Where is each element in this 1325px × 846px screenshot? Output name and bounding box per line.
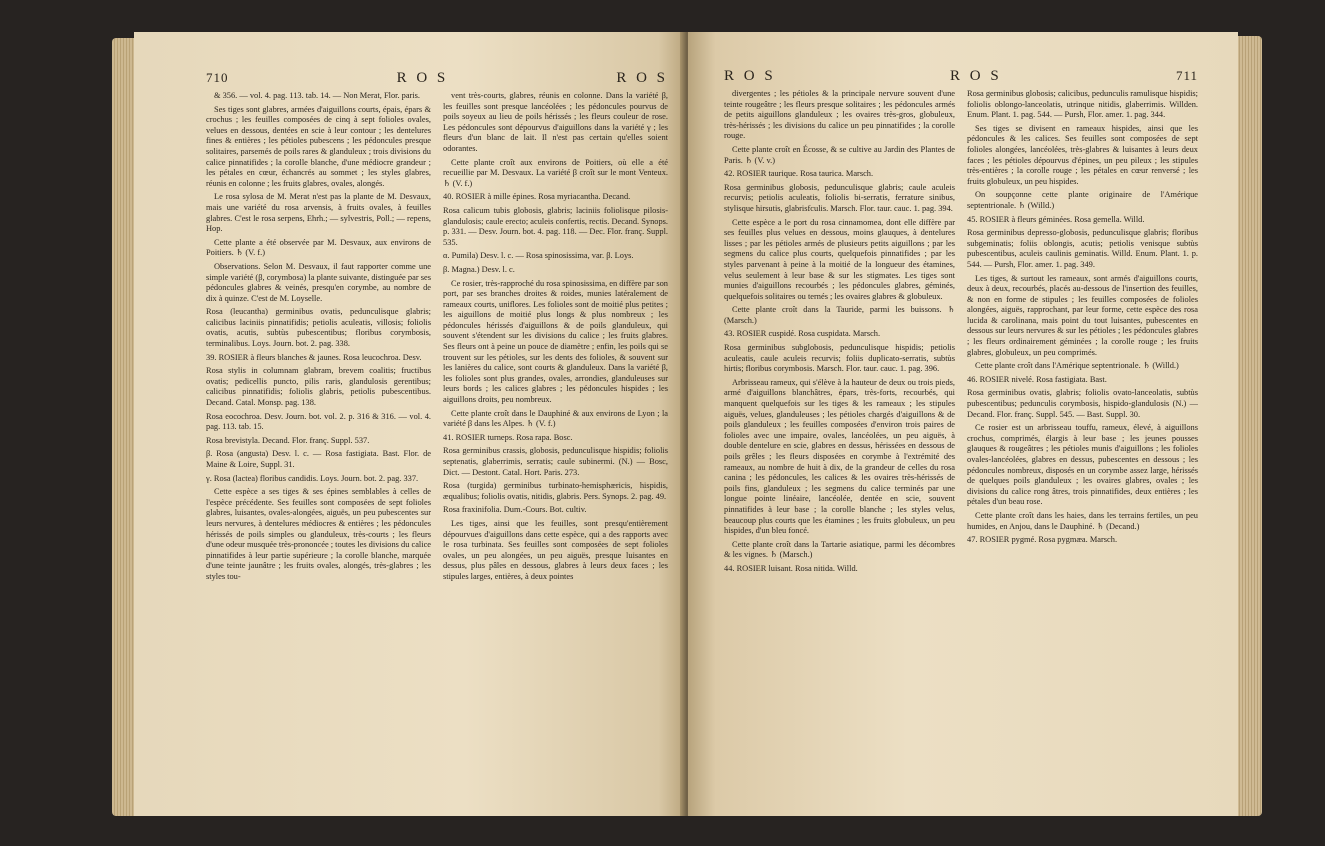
paragraph: 39. ROSIER à fleurs blanches & jaunes. Rosa leucochroa. Desv. (206, 352, 422, 362)
right-page (688, 32, 1238, 816)
right-page-edges (1236, 36, 1262, 816)
paragraph: Ce rosier, très-rapproché du rosa spinosissima, en diffère par son port, par ses branches droites & roides, munies latéralement de rameaux courts, uniflores. Les folioles sont de moitié plus petites ; les aiguillons de moitié plus longs & plus nombreux ; les pédoncules hérissés d'aiguillons & de poils glanduleux, qui souvent s'étendent sur les divisions du calice ; les fruits glabres. Ses fleurs ont à peine un pouce de diamètre ; enfin, les poils qui se trouvent sur les pétioles, sur les dents des folioles, & souvent sur les lanières du calice, sont courts & glanduleux. Dans la variété β, les folioles sont plus grandes, ovales, arrondies, glanduleuses sur leurs bords ; les calices glabres ; les pédoncules hispides ; les aiguillons droits, peu nombreux. (443, 278, 668, 405)
paragraph: Cette plante croît dans les haies, dans les terrains fertiles, un peu humides, en Anjou, dans le Dauphiné. ♄ (Decand.) (967, 510, 1198, 531)
paragraph: Cette espèce a ses tiges & ses épines semblables à celles de l'espèce précédente. Ses feuilles sont composées de sept folioles glabres, luisantes, ovales-alongées, aiguës, un peu pubescentes sur leurs nervures, à dentelures médiocres & entières ; les pédoncules hérissés de poils simples ou glanduleux, très-courts ; les fleurs d'une odeur musquée très-prononcée ; toutes les divisions du calice pinnatifides à leur partie supérieure ; la corolle blanche, marquée d'une teinte jaunâtre ; les fruits ovales, alongés, très-glabres ; les styles tou- (206, 487, 431, 581)
paragraph: Rosa (turgida) germinibus turbinato-hemisphæricis, hispidis, æqualibus; foliolis ovatis, nitidis, glabris. Pers. Synops. 2. pag. 49. (443, 481, 668, 501)
paragraph: α. Pumila) Desv. l. c. — Rosa spinosissima, var. β. Loys. (443, 251, 634, 261)
paragraph: Cette plante croît aux environs de Poitiers, où elle a été recueillie par M. Desvaux. La variété β croît sur le mont Venteux. ♄ (V. f.) (443, 157, 668, 188)
paragraph: Rosa germinibus globosis, pedunculisque glabris; caule aculeis recurvis; petiolis aculeatis, foliolis bi-serratis, ferrature sinibus, stylisque hirsutis, glabrisfculis. Marsch. Flor. taur. cauc. 1. pag. 394. (724, 182, 955, 213)
paragraph: 40. ROSIER à mille épines. Rosa myriacantha. Decand. (443, 192, 631, 202)
right-running-head (724, 68, 1198, 85)
paragraph: Rosa calicum tubis globosis, glabris; laciniis foliolisque pilosis-glandulosis; caule erecto; aculeis confertis, rectis. Decand. Synops. p. 331. — Desv. Journ. bot. 4. pag. 118. — Dec. Flor. franç. Suppl. 535. (443, 205, 668, 247)
right-page-number: 711 (1175, 68, 1198, 83)
paragraph: Cette plante croît dans la Tartarie asiatique, parmi les décombres & les vignes. ♄ (Marsch.) (724, 539, 955, 560)
paragraph: 45. ROSIER à fleurs géminées. Rosa gemella. Willd. (967, 214, 1145, 224)
right-center-title: R O S (724, 68, 776, 84)
paragraph: Les tiges, & surtout les rameaux, sont armés d'aiguillons courts, deux à deux, recourbés, placés au-dessous de l'insertion des feuilles, & non en forme de stipules ; les feuilles composées de folioles alongées, aiguës, rapprochant, par leur forme, cette espèce des rosa lucida & carolinana, mais point du tout luisantes, pubescentes en dessous sur leurs nervures & sur les pétioles ; les pédoncules glabres ; les fleurs ordinairement géminées ; la corolle rouge ; les fruits glabres, globuleux, un peu comprimés. (967, 273, 1198, 357)
paragraph: Observations. Selon M. Desvaux, il faut rapporter comme une simple variété (β, corymbosa) la plante suivante, distinguée par ses pédoncules glabres & veinés, presqu'en corymbe, au nombre de dix à quinze. C'est de M. Loyselle. (206, 261, 431, 303)
paragraph: 46. ROSIER nivelé. Rosa fastigiata. Bast. (967, 374, 1107, 384)
left-running-head (206, 70, 668, 87)
paragraph: 41. ROSIER turneps. Rosa rapa. Bosc. (443, 432, 573, 442)
paragraph: Cette plante a été observée par M. Desvaux, aux environs de Poitiers. ♄ (V. f.) (206, 237, 431, 258)
paragraph: On soupçonne cette plante originaire de l'Amérique septentrionale. ♄ (Willd.) (967, 190, 1198, 210)
paragraph: Rosa eocochroa. Desv. Journ. bot. vol. 2. p. 316 & 316. — vol. 4. pag. 113. tab. 15. (206, 411, 431, 432)
paragraph: γ. Rosa (lactea) floribus candidis. Loys. Journ. bot. 2. pag. 337. (206, 473, 419, 483)
paragraph: divergentes ; les pétioles & la principale nervure souvent d'une teinte rougeâtre ; les fleurs presque solitaires ; les pédoncules armés de petits aiguillons glanduleux ; les ovaires très-gros, globuleux, très-hérissés ; les divisions du calice un peu pinnatifides ; la corolle rouge. (724, 89, 955, 141)
paragraph: 43. ROSIER cuspidé. Rosa cuspidata. Marsch. (724, 329, 881, 339)
paragraph: 47. ROSIER pygmé. Rosa pygmæa. Marsch. (967, 535, 1118, 545)
paragraph: & 356. — vol. 4. pag. 113. tab. 14. — Non Merat, Flor. paris. (214, 91, 421, 100)
paragraph: vent très-courts, glabres, réunis en colonne. Dans la variété β, les feuilles sont presque lancéolées ; les pédoncules pourvus de poils soyeux au lieu de poils hérissés ; les fleurs couleur de rose. Les pédoncules sont dépourvus d'aiguillons dans la variété γ ; les fleurs d'un blanc de lait. Il n'est pas certain qu'elles soient odorantes. (443, 91, 668, 153)
left-page-edges (112, 38, 136, 816)
paragraph: Rosa germinibus crassis, globosis, pedunculisque hispidis; foliolis septenatis, glaberrimis, serratis; caule subinermi. (N.) — Bosc, Dict. — Destont. Catal. Hort. Paris. 273. (443, 446, 668, 477)
paragraph: β. Rosa (angusta) Desv. l. c. — Rosa fastigiata. Bast. Flor. de Maine & Loire, Suppl. 31. (206, 449, 431, 469)
paragraph: 44. ROSIER luisant. Rosa nitida. Willd. (724, 563, 858, 573)
right-column-1 (724, 89, 955, 816)
paragraph: Rosa brevistyla. Decand. Flor. franç. Suppl. 537. (206, 435, 370, 445)
left-page (134, 32, 686, 816)
right-column-2 (967, 89, 1198, 816)
paragraph: Rosa stylis in columnam glabram, brevem coalitis; fructibus ovatis; pedicellis puncto, pilis raris, glandulosis gerentibus; calicibus pinnatifidis; foliolis glabris, petiolis pubescentibus. Decand. Catal. Monsp. pag. 138. (206, 366, 431, 408)
paragraph: Rosa germinibus subglobosis, pedunculisque hispidis; petiolis aculeatis, caule aculeis recurvis; foliis duplicato-serratis, subtùs hirtis; floribus corymbosis. Marsch. Flor. taur. cauc. 1. pag. 396. (724, 343, 955, 374)
paragraph: Rosa germinibus globosis; calicibus, pedunculis ramulisque hispidis; foliolis oblongo-lanceolatis, utrinque nitidis, glaberrimis. Willden. Enum. Plant. 1. pag. 544. — Pursh, Flor. amer. 1. pag. 344. (967, 89, 1198, 120)
left-page-number: 710 (206, 70, 229, 85)
paragraph: β. Magna.) Desv. l. c. (443, 264, 515, 274)
paragraph: Les tiges, ainsi que les feuilles, sont presqu'entièrement dépourvues d'aiguillons dans cette espèce, qui a des rapports avec le rosa turbinata. Ses feuilles sont composées de sept folioles ovales, un peu alongées, un peu aiguës, presque luisantes en dessus, plus pâles en dessous, glabres à leurs deux faces ; les stipules larges, entières, à deux pointes (443, 518, 668, 581)
right-running-title: R O S (949, 68, 1002, 84)
left-running-title: R O S (396, 70, 449, 86)
paragraph: Rosa (leucantha) germinibus ovatis, pedunculisque glabris; calicibus laciniis pinnatifidis; petiolis aculeatis, villosis; foliolis ovatis, acutis, subtùs pubescentibus; floribus corymbosis, terminalibus. Loys. Journ. bot. 2. pag. 338. (206, 307, 431, 349)
left-column-2 (443, 91, 668, 816)
paragraph: Ce rosier est un arbrisseau touffu, rameux, élevé, à aiguillons crochus, comprimés, élargis à leur base ; les jeunes pousses glauques & rougeâtres ; les pétioles munis d'aiguillons ; les folioles ovales-lancéolées, glabres en dessus, pubescentes en dessous ; les pédoncules nombreux, disposés en un corymbe assez large, hérissés de quelques poils glanduleux ; les ovaires glabres, ovales ; les divisions du calice rong âtres, trois pinnatifides, deux entières ; les pétales d'un beau rose. (967, 423, 1198, 507)
paragraph: Cette plante croît en Écosse, & se cultive au Jardin des Plantes de Paris. ♄ (V. v.) (724, 144, 955, 165)
paragraph: Arbrisseau rameux, qui s'élève à la hauteur de deux ou trois pieds, armé d'aiguillons blanchâtres, épars, très-forts, recourbés, qui manquent quelquefois sur les tiges & les rameaux ; les stipules aiguës, velues, glanduleuses ; les pétioles chargés d'aiguillons & de poils glanduleux ; les feuilles composées d'environ trois paires de folioles avec une impaire, ovales, lancéolées, un peu aiguës, à double dentelure en scie, glabres en dessus, hérissées en dessous de poils grêles ; les fleurs disposées en corymbe à l'extrémité des rameaux, au nombre de huit à dix, de la grandeur de celles du rosa canina ; les pédoncules, les calices & les ovaires très-hérissés de poils fins, glanduleux ; les segmens du calice terminés par une longue pointe linéaire, lancéolée, dentée en scie, souvent pinnatifides à leur base ; la corolle blanche ; les styles velus, beaucoup plus courts que les étamines ; les fruits globuleux, un peu hispides, d'un bleu foncé. (724, 377, 955, 536)
paragraph: Ses tiges se divisent en rameaux hispides, ainsi que les pédoncules & les calices. Ses feuilles sont composées de sept folioles alongées, lancéolées, très-glabres & luisantes à leurs deux faces ; les pétioles dépourvus d'épines, un peu pileux ; les stipules très-entières ; la corolle rouge ; les pétales en cœur renversé ; les fruits globuleux, un peu hispides. (967, 123, 1198, 186)
paragraph: Ses tiges sont glabres, armées d'aiguillons courts, épais, épars & crochus ; les feuilles composées de cinq à sept folioles ovales, velues en dessous, dentées en scie à leur contour ; les dentelures fines & entières ; les pétioles pubescens ; les pédoncules presque solitaires, parsemés de poils rares & glanduleux ; trois divisions du calice pinnatifides ; la corolle blanche, d'une médiocre grandeur ; les pétales en cœur, échancrés au sommet ; les styles glabres, réunis en colonne ; les fruits glabres, ovales, alongés. (206, 104, 431, 188)
left-center-title: R O S (616, 70, 668, 86)
left-column-1 (206, 91, 431, 816)
paragraph: Cette espèce a le port du rosa cinnamomea, dont elle diffère par ses feuilles plus velues en dessous, moins glauques, à dentelures lisses ; par les pétioles armés de plusieurs petits aiguillons ; par les segmens du calice plus courts, quelquefois pinnatifides ; par les styles parvenant à peine à la moitié de la longueur des étamines, velus seulement à leur base & sur les stigmates. Les tiges sont munies d'aiguillons recourbés ; les pédoncules glabres, géminés, quelquefois solitaires ou ternés ; les ovaires glabres & globuleux. (724, 217, 955, 301)
paragraph: Cette plante croît dans l'Amérique septentrionale. ♄ (Willd.) (975, 361, 1179, 371)
paragraph: Rosa fraxinifolia. Dum.-Cours. Bot. cultiv. (443, 505, 587, 515)
paragraph: Rosa germinibus ovatis, glabris; foliolis ovato-lanceolatis, subtùs pubescentibus; pedunculis corymbosis, hispido-glandulosis (N.) — Decand. Flor. franç. Suppl. 545. — Bast. Suppl. 30. (967, 388, 1198, 419)
paragraph: Rosa germinibus depresso-globosis, pedunculisque glabris; floribus subgeminatis; foliis oblongis, acutis; petiolis venisque subtùs pubescentibus, aculeis caulinis geminatis. Willd. Enum. Plant. 1. p. 544. — Pursh, Flor. amer. 1. pag. 349. (967, 228, 1198, 269)
paragraph: Cette plante croît dans la Tauride, parmi les buissons. ♄ (Marsch.) (724, 305, 955, 325)
paragraph: Le rosa sylosa de M. Merat n'est pas la plante de M. Desvaux, mais une variété du rosa arvensis, à fruits ovales, à feuilles glabres. C'est le rosa serpens, Ehrh.; — sylvestris, Poll.; — repens, Hop. (206, 192, 431, 234)
paragraph: 42. ROSIER taurique. Rosa taurica. Marsch. (724, 169, 874, 179)
paragraph: Cette plante croît dans le Dauphiné & aux environs de Lyon ; la variété β dans les Alpes. ♄ (V. f.) (443, 408, 668, 429)
